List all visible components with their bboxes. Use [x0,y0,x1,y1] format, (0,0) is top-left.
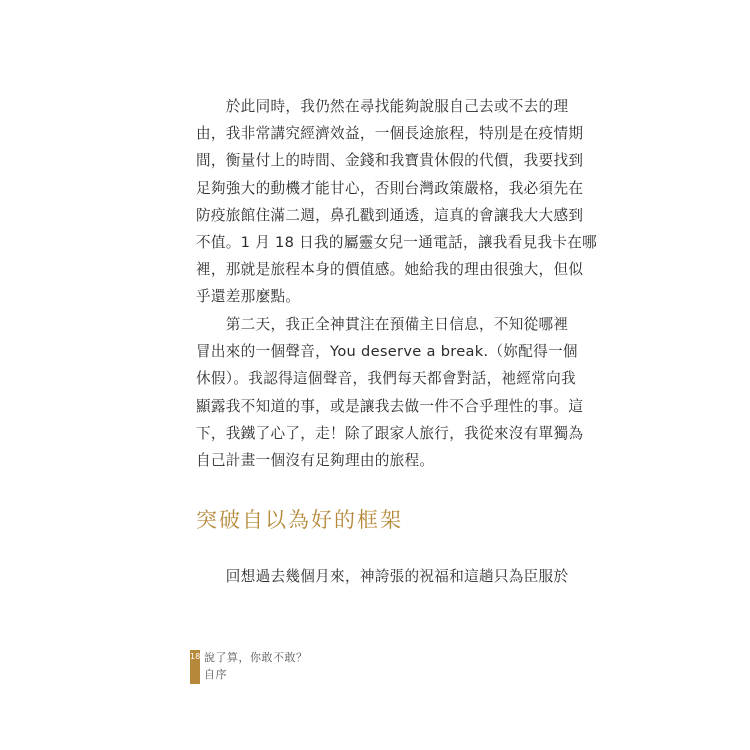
paragraph-3 [196,563,569,590]
text-line: 足夠強大的動機才能甘心，否則台灣政策嚴格，我必須先在 [196,179,584,197]
text-line: 回想過去幾個月來，神誇張的祝福和這趟只為臣服於 [196,568,569,585]
text-line: 不值。1 月 18 日我的屬靈女兒一通電話，讓我看見我卡在哪 [196,233,598,251]
text-line: 於此同時，我仍然在尋找能夠說服自己去或不去的理 [196,98,569,115]
text-line: 自己計畫一個沒有足夠理由的旅程。 [196,451,435,469]
text-line: 冒出來的一個聲音，You deserve a break.（妳配得一個 [196,343,578,361]
text-line: 由，我非常講究經濟效益，一個長途旅程，特別是在疫情期 [196,125,584,143]
text-line: 裡，那就是旅程本身的價值感。她給我的理由很強大，但似 [196,261,584,279]
paragraph-2 [196,311,584,474]
page-number: 18 [190,652,201,661]
running-section: 自序 [204,668,227,681]
text-line: 間，衡量付上的時間、金錢和我寶貴休假的代價，我要找到 [196,152,584,170]
text-line: 防疫旅館住滿二週，鼻孔戳到通透，這真的會讓我大大感到 [196,206,584,224]
text-line: 顯露我不知道的事，或是讓我去做一件不合乎理性的事。這 [196,397,584,415]
text-line: 乎還差那麼點。 [196,288,301,306]
paragraph-1 [196,93,598,311]
running-title: 說了算，你敢不敢？ [204,651,308,664]
text-line: 休假）。我認得這個聲音，我們每天都會對話，祂經常向我 [196,370,576,388]
section-heading: 突破自以為好的框架 [196,508,403,532]
text-line: 下，我鐵了心了，走！除了跟家人旅行，我從來沒有單獨為 [196,424,584,442]
text-line: 第二天，我正全神貫注在預備主日信息，不知從哪裡 [196,316,569,333]
